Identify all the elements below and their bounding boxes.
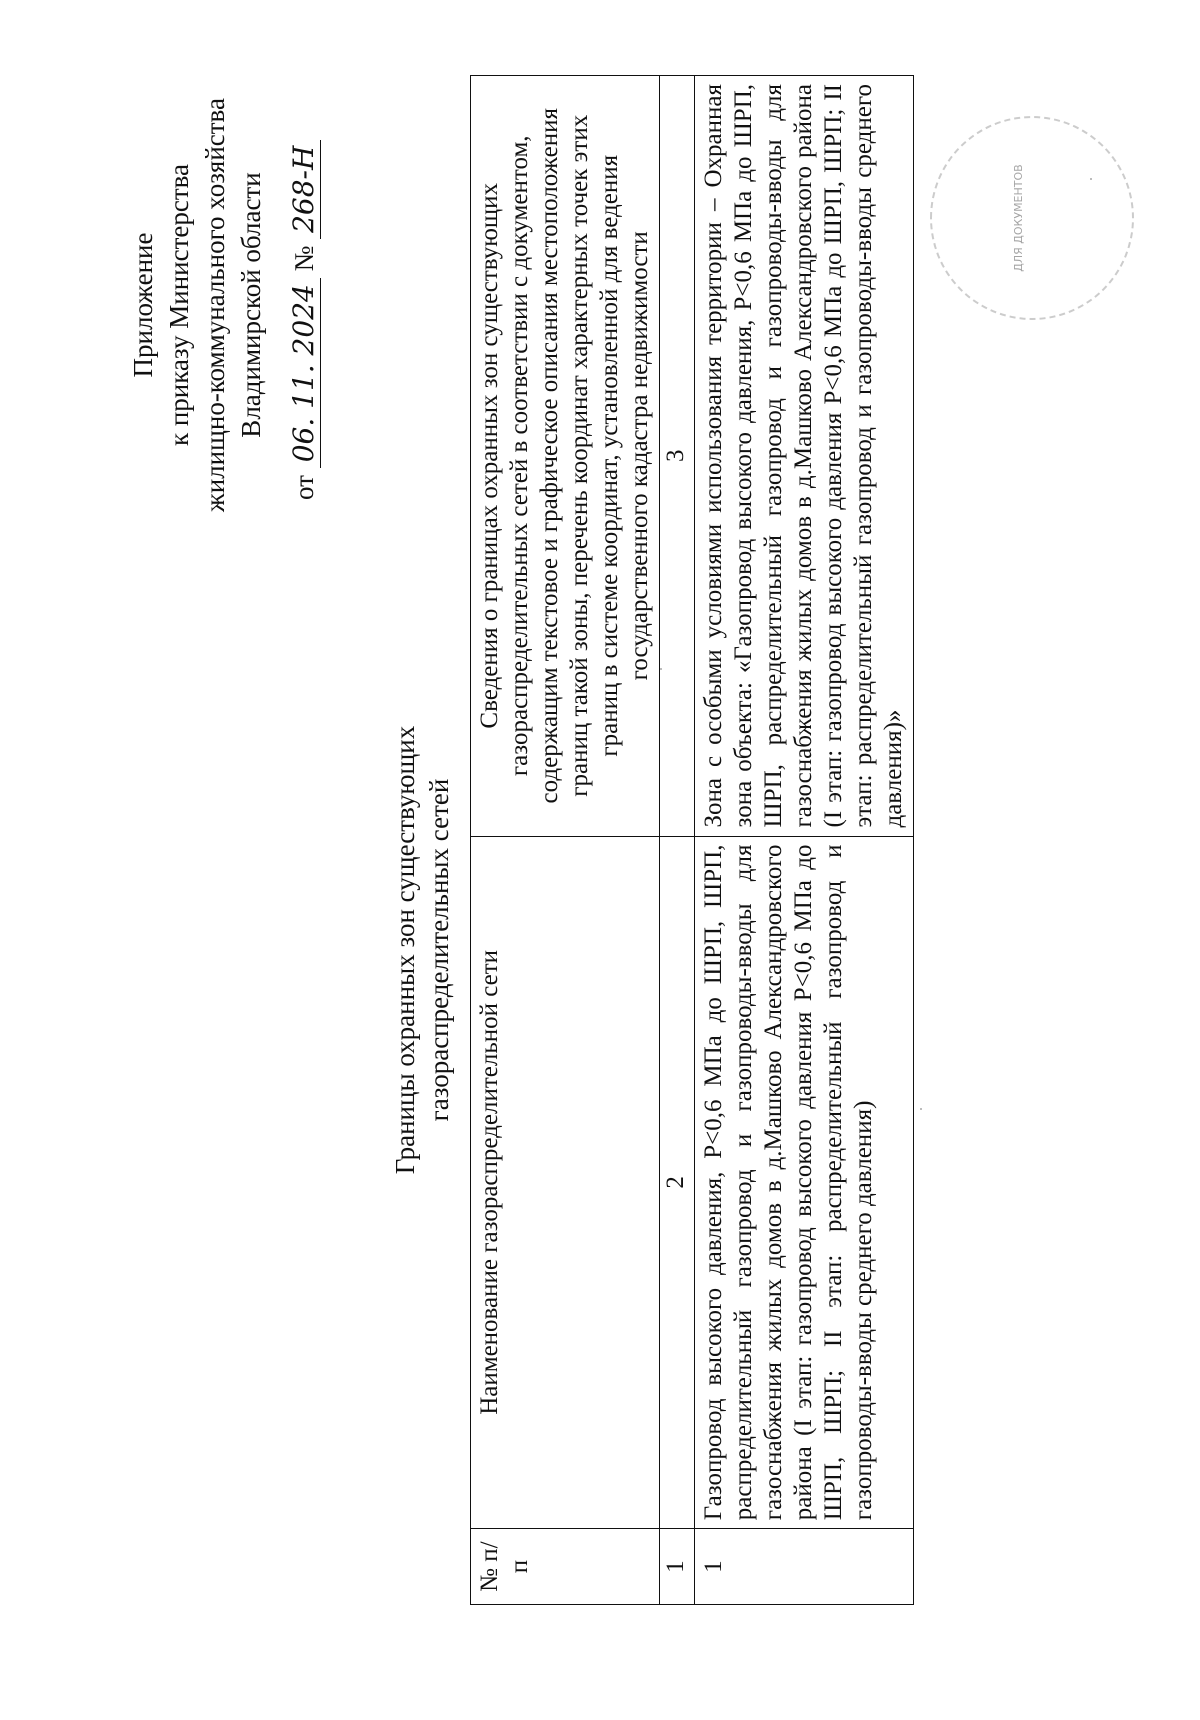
appendix-header: [125, 85, 269, 525]
column-index-1: 1: [660, 1529, 695, 1605]
document-body: [100, 70, 1100, 1650]
appendix-ministry: жилищно-коммунального хозяйства: [200, 98, 230, 512]
order-date: 06. 11. 2024: [287, 278, 321, 468]
document-title: [388, 690, 456, 1210]
scan-speck: [660, 668, 662, 670]
table-header-row: [471, 76, 660, 1605]
column-index-2: 2: [660, 836, 695, 1529]
title-line-1: Границы охранных зон существующих: [390, 725, 420, 1175]
protection-zones-table: [470, 75, 914, 1605]
column-index-3: 3: [660, 76, 695, 837]
header-zone-info: Сведения о границах охранных зон существующих газораспределительных сетей в соответствии с документом, содержащим текстовое и графическое описания местоположения границ такой зоны, перечень координат характерных точек этих границ в системе координат, установленной для ведения государственного кадастра недвижимости: [471, 76, 660, 837]
header-number: № п/п: [471, 1529, 660, 1605]
official-stamp: [930, 116, 1134, 320]
order-prefix: от: [289, 475, 319, 500]
order-date-line: [287, 80, 320, 500]
title-line-2: газораспределительных сетей: [424, 778, 454, 1122]
order-number: 268-Н: [287, 140, 321, 239]
table-row: [695, 76, 914, 1605]
header-network-name: Наименование газораспределительной сети: [471, 836, 660, 1529]
scan-speck: [1090, 178, 1092, 180]
row-network-name: Газопровод высокого давления, Р<0,6 МПа до ШРП, ШРП, распределительный газопровод и газопроводы-вводы для газоснабжения жилых домов в д.Машково Александровского района (I этап: газопровод высокого давления Р<0,6 МПа до ШРП, ШРП; II этап: распределительный газопровод и газопроводы-вводы среднего давления): [695, 836, 914, 1529]
appendix-label: Приложение: [128, 232, 158, 378]
row-zone-info: Зона с особыми условиями использования территории – Охранная зона объекта: «Газопровод высокого давления, Р<0,6 МПа до ШРП, ШРП, распределительный газопровод и газопроводы-вводы для газоснабжения жилых домов в д.Машково Александровского района (I этап: газопровод высокого давления Р<0,6 МПа до ШРП, ШРП; II этап: распределительный газопровод и газопроводы-вводы среднего давления)»: [695, 76, 914, 837]
appendix-order-ref: к приказу Министерства: [164, 163, 194, 447]
stamp-text: ДЛЯ ДОКУМЕНТОВ: [1012, 164, 1025, 272]
order-number-label: №: [289, 245, 319, 272]
appendix-region: Владимирской области: [236, 172, 266, 438]
row-number: 1: [695, 1529, 914, 1605]
column-index-row: [660, 76, 695, 1605]
scan-speck: [920, 1108, 922, 1110]
